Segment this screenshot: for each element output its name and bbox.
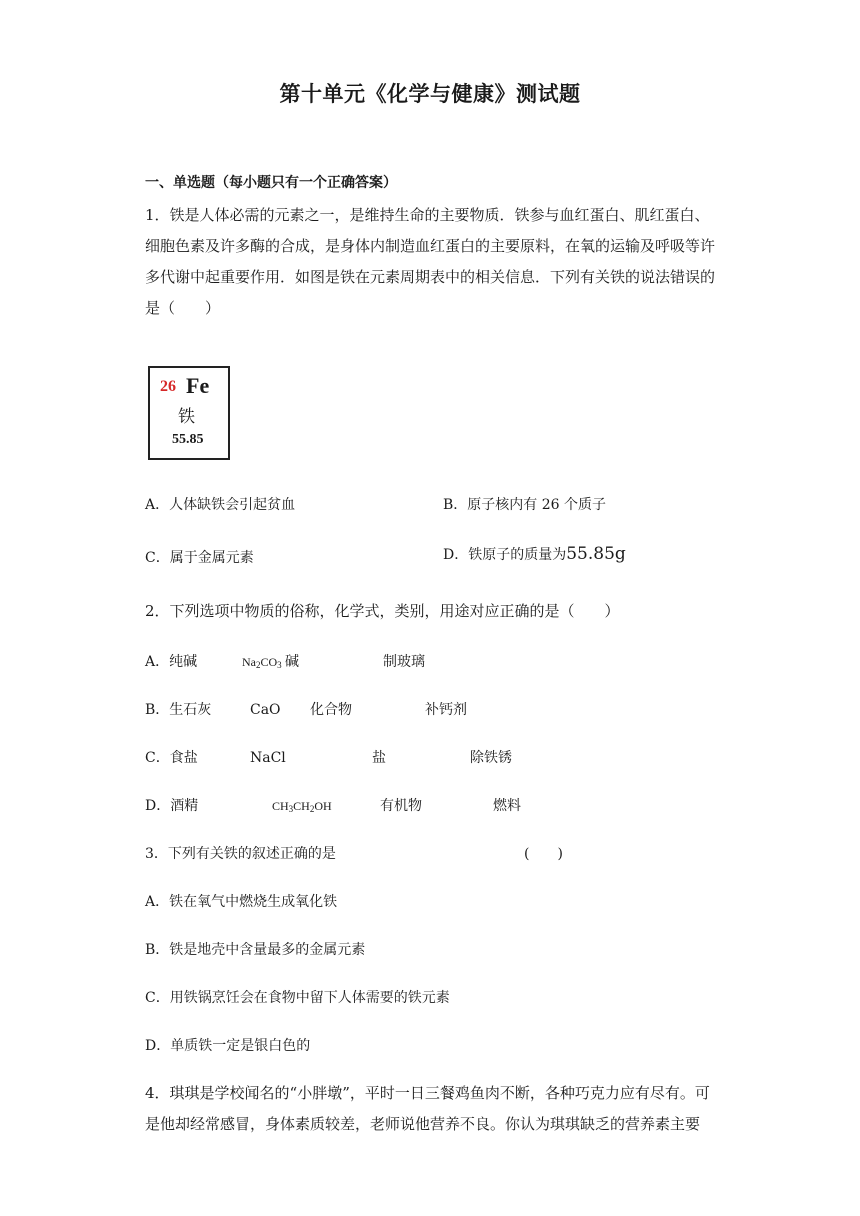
atomic-number: 26 xyxy=(160,378,176,395)
q1-option-a: A．人体缺铁会引起贫血 xyxy=(145,497,296,513)
iron-element-card xyxy=(148,366,230,460)
q2-a-category: 碱 xyxy=(285,654,299,670)
q2-d-category: 有机物 xyxy=(380,798,422,814)
q2-option-b xyxy=(145,699,467,719)
q2-c-formula: NaCl xyxy=(250,750,286,766)
q1-option-d-value: 55.85g xyxy=(566,544,626,564)
q2-a-label: A．纯碱 xyxy=(145,654,198,670)
q3-option-c: C．用铁锅烹饪会在食物中留下人体需要的铁元素 xyxy=(145,990,450,1006)
q2-d-formula-part2: CH xyxy=(293,799,310,813)
q2-option-a xyxy=(145,651,425,671)
q2-b-category: 化合物 xyxy=(310,702,352,718)
q2-d-formula-part3: OH xyxy=(314,799,332,813)
q2-c-category: 盐 xyxy=(372,750,386,766)
q2-d-formula-sub1: 3 xyxy=(288,804,294,814)
q2-d-label: D．酒精 xyxy=(145,798,199,814)
q2-b-use: 补钙剂 xyxy=(425,702,467,718)
q3-option-b: B．铁是地壳中含量最多的金属元素 xyxy=(145,942,366,958)
q1-option-b: B．原子核内有 26 个质子 xyxy=(443,497,607,513)
q1-option-c: C．属于金属元素 xyxy=(145,550,254,566)
q2-d-formula-part1: CH xyxy=(272,799,289,813)
q2-a-formula-part2: CO xyxy=(260,655,278,669)
q2-a-formula-sub2: 3 xyxy=(277,660,282,670)
q1-option-d-prefix: D．铁原子的质量为 xyxy=(443,547,567,563)
q1-option-d xyxy=(443,544,626,564)
q3-option-a: A．铁在氧气中燃烧生成氧化铁 xyxy=(145,894,338,910)
question-4-text: 4．琪琪是学校闻名的“小胖墩”，平时一日三餐鸡鱼肉不断，各种巧克力应有尽有。可是他却经常感冒，身体素质较差，老师说他营养不良。你认为琪琪缺乏的营养素主要 xyxy=(145,1084,710,1133)
q2-a-use: 制玻璃 xyxy=(383,654,425,670)
section-heading: 一、单选题（每小题只有一个正确答案） xyxy=(145,175,397,191)
q2-d-formula-sub2: 2 xyxy=(309,804,315,814)
question-1-text: 1．铁是人体必需的元素之一，是维持生命的主要物质．铁参与血红蛋白、肌红蛋白、细胞色素及许多酶的合成，是身体内制造血红蛋白的主要原料，在氧的运输及呼吸等许多代谢中起重要作用．如图是铁在元素周期表中的相关信息．下列有关铁的说法错误的是（ ） xyxy=(145,206,716,317)
element-symbol: Fe xyxy=(186,373,210,398)
atomic-mass: 55.85 xyxy=(172,432,204,447)
q2-d-formula xyxy=(272,799,380,814)
question-3-answer-paren: ( ) xyxy=(524,846,563,862)
q2-b-label: B．生石灰 xyxy=(145,702,212,718)
question-2-text: 2．下列选项中物质的俗称，化学式，类别，用途对应正确的是（ ） xyxy=(145,602,620,620)
q2-d-use: 燃料 xyxy=(493,798,521,814)
q2-c-use: 除铁锈 xyxy=(470,750,512,766)
element-name: 铁 xyxy=(178,407,195,426)
q2-option-d xyxy=(145,795,521,815)
q2-option-c xyxy=(145,747,512,767)
q2-a-formula-part1: Na xyxy=(242,655,256,669)
question-3-text: 3．下列有关铁的叙述正确的是 xyxy=(145,846,336,862)
page-title: 第十单元《化学与健康》测试题 xyxy=(279,81,581,106)
q3-option-d: D．单质铁一定是银白色的 xyxy=(145,1038,311,1054)
q2-c-label: C．食盐 xyxy=(145,750,198,766)
q2-a-formula xyxy=(242,655,285,670)
q2-a-formula-sub1: 2 xyxy=(256,660,261,670)
q2-b-formula: CaO xyxy=(250,702,281,718)
